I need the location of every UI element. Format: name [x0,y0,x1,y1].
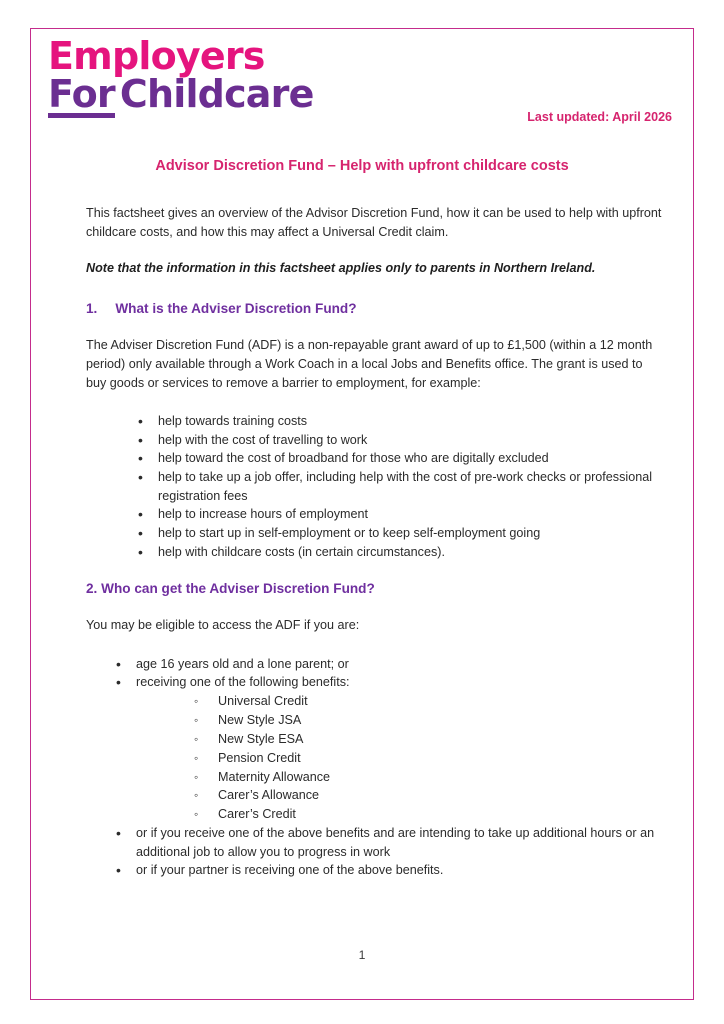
logo-word-for: For [48,76,115,118]
list-item: ◦ Pension Credit [192,749,668,768]
section-1-paragraph: The Adviser Discretion Fund (ADF) is a non-repayable grant award of up to £1,500 (within a 12 month period) only available through a Work Coach in a local Jobs and Benefits office. The grant is used to buy goods or services to remove a barrier to employment, for example: [86,338,653,390]
list-item: • help with childcare costs (in certain circumstances). [136,543,668,562]
spacer [30,241,694,261]
list-item: ◦ New Style ESA [192,730,668,749]
list-item: ◦ Universal Credit [192,692,668,711]
spacer [30,275,694,301]
list-item: ◦ Maternity Allowance [192,768,668,787]
list-item: • help to take up a job offer, including help with the cost of pre-work checks or professional registration fees [136,468,668,505]
list-item: ◦ New Style JSA [192,711,668,730]
list-item: • help to increase hours of employment [136,505,668,524]
list-item: • age 16 years old and a lone parent; or [114,655,668,674]
list-item: • help to start up in self-employment or to keep self-employment going [136,524,668,543]
section-1-heading-text: What is the Adviser Discretion Fund? [115,301,357,317]
spacer [30,635,694,655]
employers-for-childcare-logo [48,34,314,118]
document-title: Advisor Discretion Fund – Help with upfront childcare costs [155,158,569,174]
section-heading-2 [30,581,694,596]
list-item-label: receiving one of the following benefits: [136,675,350,690]
logo-word-childcare: Childcare [119,72,314,117]
list-item [114,673,668,824]
section-2-number: 2. [86,581,98,597]
list-item: • or if your partner is receiving one of the above benefits. [114,861,668,880]
logo-line-for-childcare [48,72,314,118]
document-header [30,28,694,136]
list-item: • or if you receive one of the above benefits and are intending to take up additional hours or an additional job to allow you to progress in work [114,824,668,861]
list-item: • help towards training costs [136,412,668,431]
section-2-bullet-list [30,655,694,880]
list-item: • help toward the cost of broadband for those who are digitally excluded [136,449,668,468]
spacer [30,392,694,412]
page-content [30,28,694,1000]
northern-ireland-note: Note that the information in this factsheet applies only to parents in Northern Ireland. [86,261,596,276]
list-item: ◦ Carer’s Credit [192,805,668,824]
section-1-bullet-list [30,412,694,561]
spacer [30,596,694,616]
spacer [30,316,694,336]
list-item: • help with the cost of travelling to work [136,431,668,450]
page-number: 1 [358,948,366,962]
section-2-heading-text: Who can get the Adviser Discretion Fund? [101,581,375,597]
spacer [30,561,694,581]
intro-paragraph: This factsheet gives an overview of the Advisor Discretion Fund, how it can be used to help with upfront childcare costs, and how this may affect a Universal Credit claim. [86,206,662,239]
section-heading-1 [30,301,694,316]
section-2-paragraph: You may be eligible to access the ADF if you are: [86,618,360,633]
section-1-number: 1. [86,301,98,317]
benefits-sub-list [136,692,668,824]
logo-line-employers: Employers [48,34,265,78]
list-item: ◦ Carer’s Allowance [192,786,668,805]
last-updated-label: Last updated: April 2026 [527,110,672,124]
